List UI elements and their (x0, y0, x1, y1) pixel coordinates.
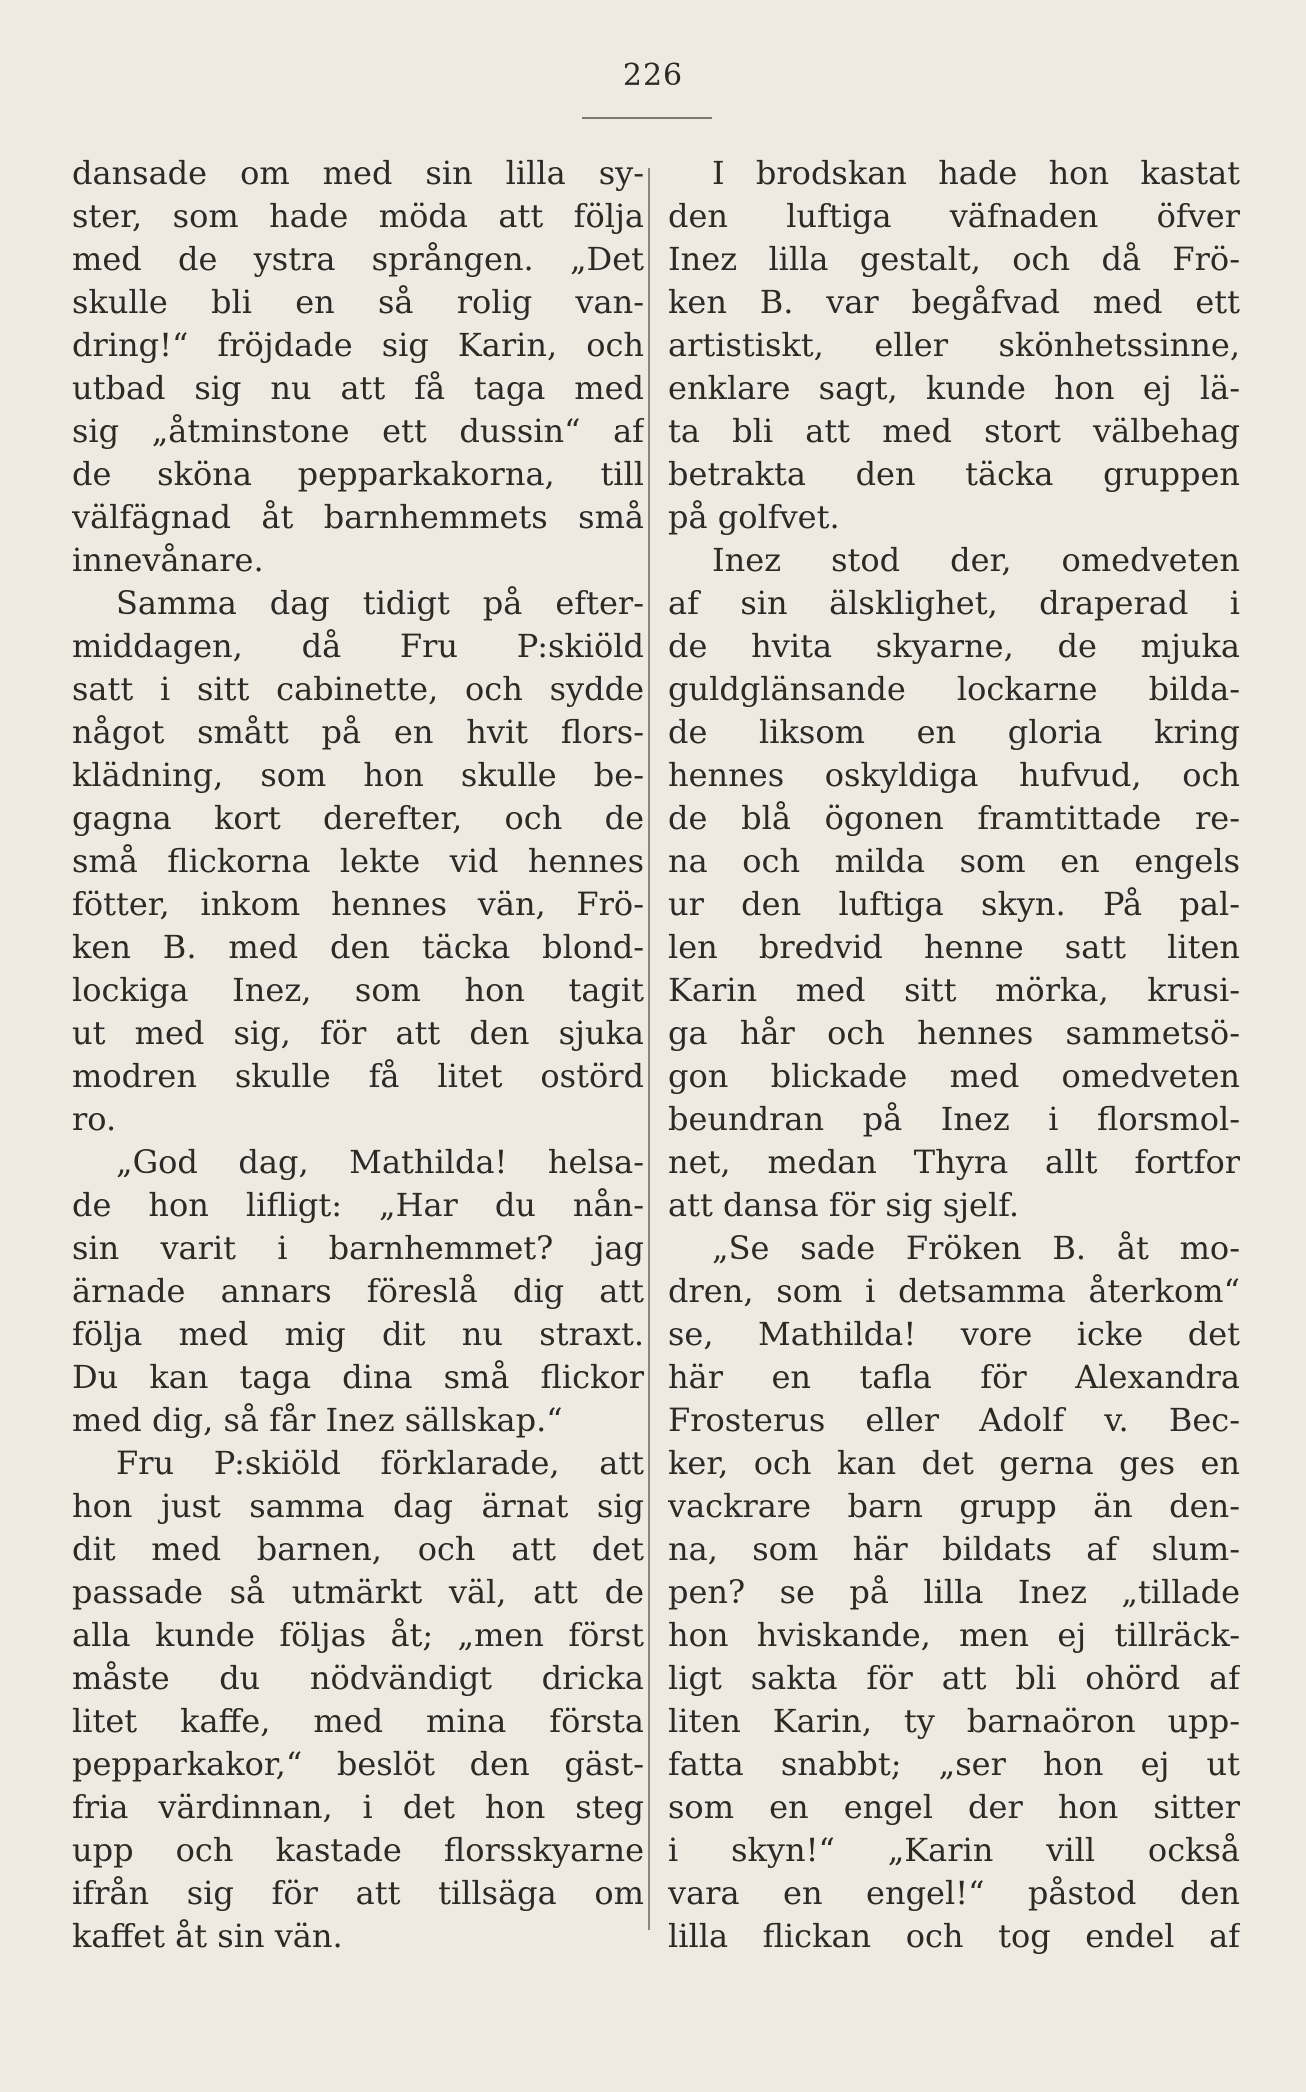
text-line: med de ystra sprången. „Det (72, 240, 644, 278)
text-line: Fru P:skiöld förklarade, att (116, 1444, 644, 1482)
text-line: ärnade annars föreslå dig att (72, 1272, 644, 1310)
text-line: net, medan Thyra allt fortfor (668, 1143, 1240, 1181)
text-line: hennes oskyldiga hufvud, och (668, 756, 1240, 794)
page-number: 226 (622, 58, 684, 93)
text-column-left (72, 152, 644, 1958)
text-line: af sin älsklighet, draperad i (668, 584, 1240, 622)
text-line: dring!“ fröjdade sig Karin, och (72, 326, 644, 364)
text-line: beundran på Inez i florsmol- (668, 1100, 1240, 1138)
text-line: satt i sitt cabinette, och sydde (72, 670, 644, 708)
text-line: de liksom en gloria kring (668, 713, 1240, 751)
text-line: middagen, då Fru P:skiöld (72, 627, 644, 665)
text-line: dit med barnen, och att det (72, 1530, 644, 1568)
text-line: pen? se på lilla Inez „tillade (668, 1573, 1240, 1611)
text-line: innevånare. (72, 541, 264, 579)
text-line: ken B. var begåfvad med ett (668, 283, 1240, 321)
text-line: betrakta den täcka gruppen (668, 455, 1240, 493)
text-line: Samma dag tidigt på efter- (116, 584, 644, 622)
text-line: gon blickade med omedveten (668, 1057, 1240, 1095)
text-line: ker, och kan det gerna ges en (668, 1444, 1240, 1482)
text-line: kaffet åt sin vän. (72, 1917, 343, 1955)
text-line: passade så utmärkt väl, att de (72, 1573, 644, 1611)
text-line: måste du nödvändigt dricka (72, 1659, 644, 1697)
text-line: Karin med sitt mörka, krusi- (668, 971, 1240, 1009)
text-line: I brodskan hade hon kastat (712, 154, 1240, 192)
text-line: på golfvet. (668, 498, 840, 536)
text-line: klädning, som hon skulle be- (72, 756, 644, 794)
text-line: hon just samma dag ärnat sig (72, 1487, 644, 1525)
text-line: något smått på en hvit flors- (72, 713, 644, 751)
text-line: ga hår och hennes sammetsö- (668, 1014, 1240, 1052)
text-line: Inez stod der, omedveten (712, 541, 1240, 579)
text-line: ifrån sig för att tillsäga om (72, 1874, 644, 1912)
text-line: gagna kort derefter, och de (72, 799, 644, 837)
text-line: välfägnad åt barnhemmets små (72, 498, 644, 536)
text-line: utbad sig nu att få taga med (72, 369, 644, 407)
text-line: skulle bli en så rolig van- (72, 283, 644, 321)
text-line: liten Karin, ty barnaöron upp- (668, 1702, 1240, 1740)
text-line: Inez lilla gestalt, och då Frö- (668, 240, 1240, 278)
text-line: modren skulle få litet ostörd (72, 1057, 644, 1095)
text-line: hon hviskande, men ej tillräck- (668, 1616, 1240, 1654)
text-line: den luftiga väfnaden öfver (668, 197, 1240, 235)
text-line: guldglänsande lockarne bilda- (668, 670, 1240, 708)
text-line: ta bli att med stort välbehag (668, 412, 1240, 450)
text-line: ken B. med den täcka blond- (72, 928, 644, 966)
text-line: de hvita skyarne, de mjuka (668, 627, 1240, 665)
text-line: Frosterus eller Adolf v. Bec- (668, 1401, 1240, 1439)
text-line: att dansa för sig sjelf. (668, 1186, 1020, 1224)
text-line: vackrare barn grupp än den- (668, 1487, 1240, 1525)
text-line: ster, som hade möda att följa (72, 197, 644, 235)
text-line: na och milda som en engels (668, 842, 1240, 880)
text-line: de hon lifligt: „Har du nån- (72, 1186, 644, 1224)
text-column-right (668, 152, 1240, 1958)
text-line: Du kan taga dina små flickor (72, 1358, 644, 1396)
text-line: fatta snabbt; „ser hon ej ut (668, 1745, 1240, 1783)
text-line: dansade om med sin lilla sy- (72, 154, 644, 192)
text-line: ligt sakta för att bli ohörd af (668, 1659, 1240, 1697)
text-line: „Se sade Fröken B. åt mo- (712, 1229, 1240, 1267)
text-line: ut med sig, för att den sjuka (72, 1014, 644, 1052)
text-line: lockiga Inez, som hon tagit (72, 971, 644, 1009)
text-line: „God dag, Mathilda! helsa- (116, 1143, 644, 1181)
header-rule (582, 117, 712, 119)
text-line: följa med mig dit nu straxt. (72, 1315, 644, 1353)
text-line: artistiskt, eller skönhetssinne, (668, 326, 1240, 364)
text-line: ro. (72, 1100, 117, 1138)
text-line: dren, som i detsamma återkom“ (668, 1272, 1240, 1310)
text-line: pepparkakor,“ beslöt den gäst- (72, 1745, 644, 1783)
text-line: lilla flickan och tog endel af (668, 1917, 1240, 1955)
column-divider (648, 168, 650, 1930)
text-line: de sköna pepparkakorna, till (72, 455, 644, 493)
text-line: enklare sagt, kunde hon ej lä- (668, 369, 1240, 407)
text-line: här en tafla för Alexandra (668, 1358, 1240, 1396)
text-line: len bredvid henne satt liten (668, 928, 1240, 966)
text-line: små flickorna lekte vid hennes (72, 842, 644, 880)
text-line: vara en engel!“ påstod den (668, 1874, 1240, 1912)
text-line: na, som här bildats af slum- (668, 1530, 1240, 1568)
text-line: med dig, så får Inez sällskap.“ (72, 1401, 563, 1439)
text-line: litet kaffe, med mina första (72, 1702, 644, 1740)
text-line: alla kunde följas åt; „men först (72, 1616, 644, 1654)
text-line: i skyn!“ „Karin vill också (668, 1831, 1240, 1869)
text-line: sin varit i barnhemmet? jag (72, 1229, 644, 1267)
text-line: sig „åtminstone ett dussin“ af (72, 412, 644, 450)
text-line: som en engel der hon sitter (668, 1788, 1240, 1826)
text-line: ur den luftiga skyn. På pal- (668, 885, 1240, 923)
text-line: fötter, inkom hennes vän, Frö- (72, 885, 644, 923)
text-line: upp och kastade florsskyarne (72, 1831, 644, 1869)
text-line: se, Mathilda! vore icke det (668, 1315, 1240, 1353)
text-line: fria värdinnan, i det hon steg (72, 1788, 644, 1826)
text-line: de blå ögonen framtittade re- (668, 799, 1240, 837)
